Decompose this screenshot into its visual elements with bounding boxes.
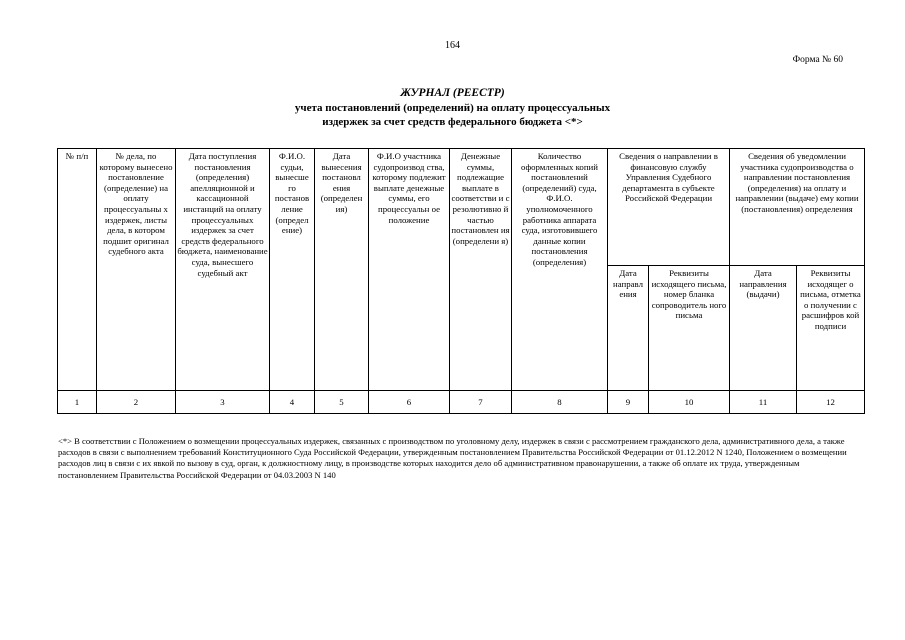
column-number: 1 — [58, 391, 97, 414]
column-number: 8 — [512, 391, 608, 414]
header-col-12: Реквизиты исходящег о письма, отметка о получении с расшифров кой подписи — [797, 266, 865, 391]
column-number: 9 — [608, 391, 649, 414]
title-line-2: учета постановлений (определений) на оплату процессуальных — [294, 102, 611, 114]
column-number: 7 — [450, 391, 512, 414]
header-col-5: Дата вынесения постановл ения (определен ия) — [315, 149, 369, 391]
header-col-3: Дата поступления постановления (определения) апелляционной и кассационной инстанций на оплату процессуальных издержек за счет средств федерального бюджета, наименование суда, вынесшего судебный акт — [176, 149, 270, 391]
document-title — [0, 86, 905, 129]
header-col-10: Реквизиты исходящего письма, номер бланка сопроводитель ного письма — [649, 266, 730, 391]
header-group-notification: Сведения об уведомлении участника судопроизводства о направлении постановления (определения) на оплату и направлении (выдаче) ему копии (постановления) определения — [730, 149, 865, 266]
header-col-8: Количество оформленных копий постановлений (определений) суда, Ф.И.О. уполномоченного работника аппарата суда, изготовившего данные копии постановления (определения) — [512, 149, 608, 391]
column-number: 11 — [730, 391, 797, 414]
column-numbers-row — [58, 391, 865, 414]
column-number: 10 — [649, 391, 730, 414]
header-col-9: Дата направл ения — [608, 266, 649, 391]
header-col-2: № дела, по которому вынесено постановление (определение) на оплату процессуальны х издержек, листы дела, в котором подшит оригинал судебного акта — [97, 149, 176, 391]
header-row-1 — [58, 149, 865, 266]
header-col-7: Денежные суммы, подлежащие выплате в соответстви и с резолютивно й частью постановлен ия (определени я) — [450, 149, 512, 391]
header-col-11: Дата направления (выдачи) — [730, 266, 797, 391]
header-col-6: Ф.И.О участника судопроизвод ства, которому подлежит выплате денежные суммы, его процессуальн ое положение — [369, 149, 450, 391]
header-col-4: Ф.И.О. судьи, вынесше го постанов ление (определ ение) — [270, 149, 315, 391]
column-number: 12 — [797, 391, 865, 414]
header-col-1: № п/п — [58, 149, 97, 391]
journal-table — [57, 148, 865, 414]
form-number: Форма № 60 — [792, 55, 843, 65]
column-number: 5 — [315, 391, 369, 414]
title-line-3: издержек за счет средств федерального бюджета <*> — [322, 116, 583, 128]
column-number: 4 — [270, 391, 315, 414]
footnote: <*> В соответствии с Положением о возмещении процессуальных издержек, связанных с производством по уголовному делу, издержек в связи с рассмотрением гражданского дела, административного дела, а также расходов в связи с выполнением требований Конституционного Суда Российской Федерации, утвержденным постановлением Правительства Российской Федерации от 01.12.2012 N 1240, Положением о возмещении расходов лиц в связи с их явкой по вызову в суд, орган, к должностному лицу, в производстве которых находится дело об административном правонарушении, а также об оплате их труда, утвержденным постановлением Правительства Российской Федерации от 04.03.2003 N 140 — [58, 436, 847, 480]
title-line-1: ЖУРНАЛ (РЕЕСТР) — [400, 87, 505, 99]
column-number: 2 — [97, 391, 176, 414]
column-number: 6 — [369, 391, 450, 414]
page-number: 164 — [445, 40, 460, 51]
column-number: 3 — [176, 391, 270, 414]
header-group-finance: Сведения о направлении в финансовую службу Управления Судебного департамента в субъекте Российской Федерации — [608, 149, 730, 266]
